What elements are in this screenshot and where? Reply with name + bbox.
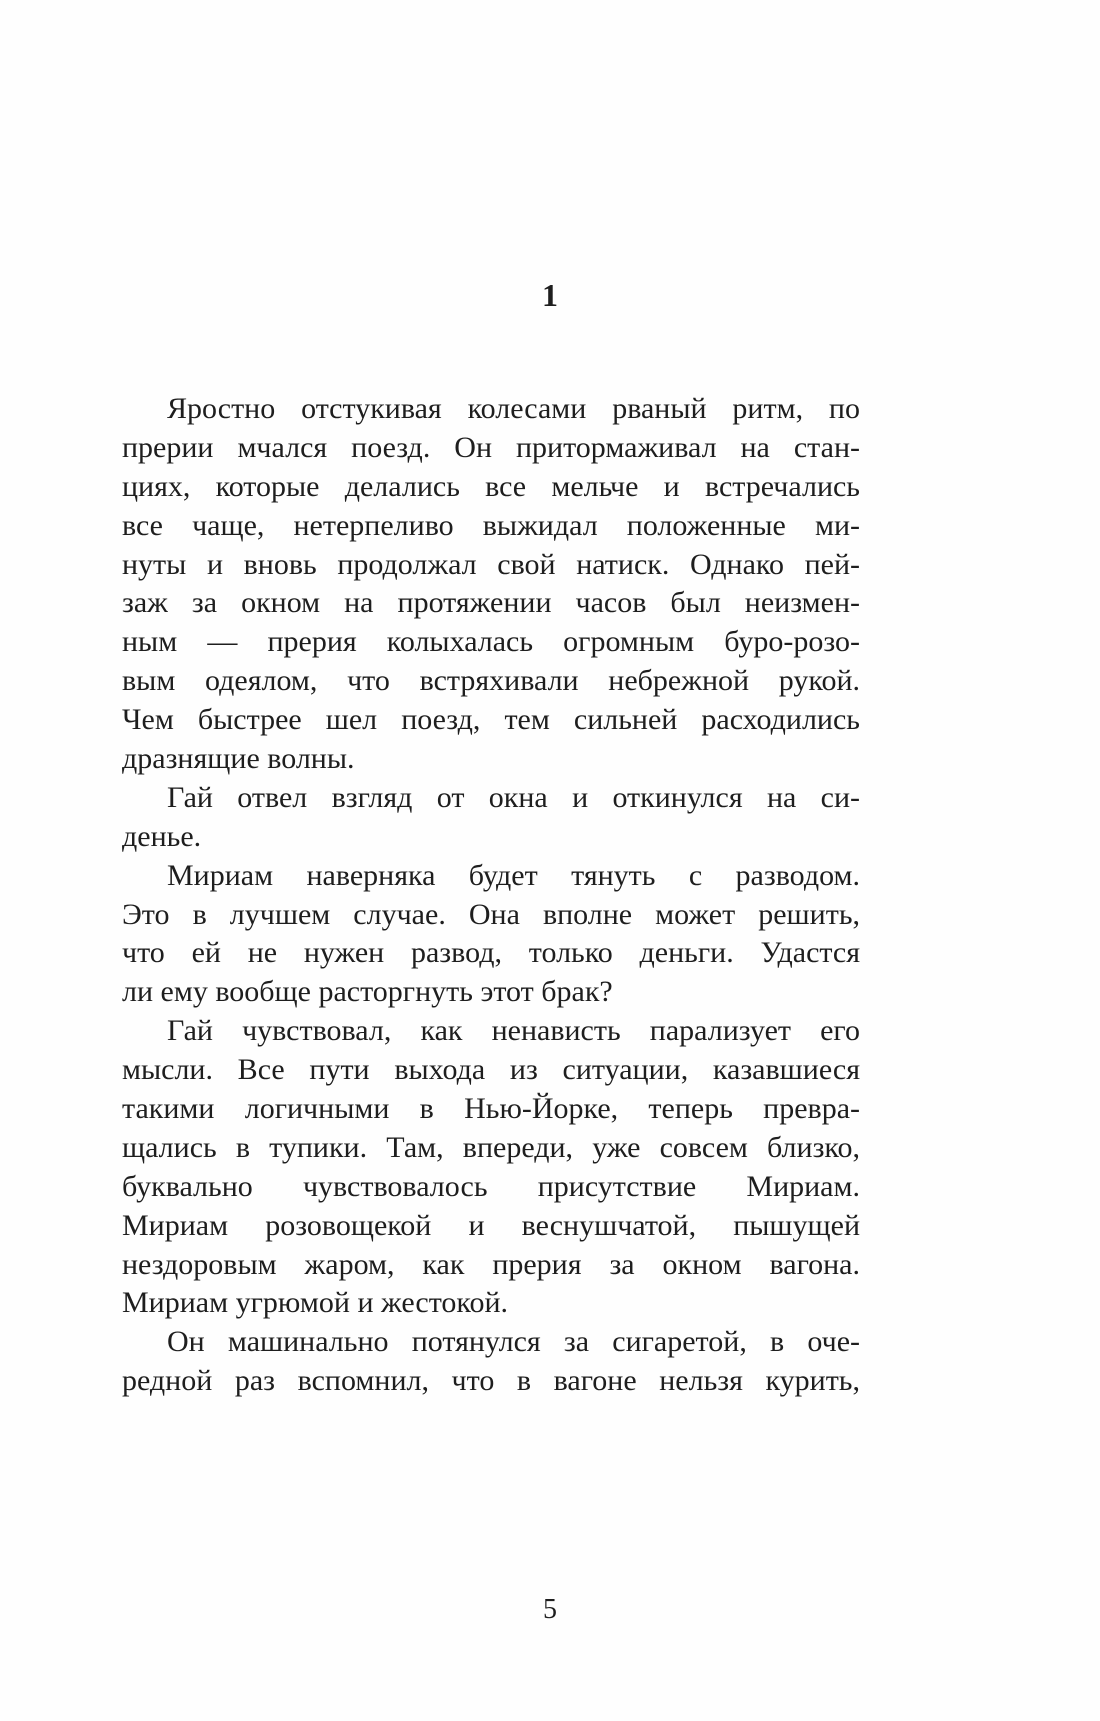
text-line: ли ему вообще расторгнуть этот брак? xyxy=(122,975,613,1009)
text-line: редной раз вспомнил, что в вагоне нельзя курить, xyxy=(122,1364,860,1398)
text-line: Гай отвел взгляд от окна и откинулся на си- xyxy=(167,780,860,814)
text-line: циях, которые делались все мельче и встречались xyxy=(122,469,860,503)
text-line: вым одеялом, что встряхивали небрежной рукой. xyxy=(122,664,860,698)
text-line: Мириам наверняка будет тянуть с разводом. xyxy=(167,858,860,892)
text-line: денье. xyxy=(122,819,202,853)
text-line: Он машинально потянулся за сигаретой, в оче- xyxy=(167,1325,860,1359)
text-line: такими логичными в Нью-Йорке, теперь превра- xyxy=(122,1092,860,1126)
text-line: Гай чувствовал, как ненависть парализует его xyxy=(167,1014,860,1048)
text-line: нуты и вновь продолжал свой натиск. Однако пей- xyxy=(122,547,860,581)
body-text xyxy=(122,390,860,1401)
text-line: ным — прерия колыхалась огромным буро-розо- xyxy=(122,625,860,659)
page-number: 5 xyxy=(543,1594,557,1625)
text-line: Это в лучшем случае. Она вполне может решить, xyxy=(122,897,860,931)
text-line: мысли. Все пути выхода из ситуации, казавшиеся xyxy=(122,1053,860,1087)
chapter-number: 1 xyxy=(542,277,558,313)
text-line: нездоровым жаром, как прерия за окном вагона. xyxy=(122,1247,860,1281)
paragraph xyxy=(122,857,860,1013)
text-line: Мириам розовощекой и веснушчатой, пышущей xyxy=(122,1208,860,1242)
text-line: прерии мчался поезд. Он притормаживал на стан- xyxy=(122,430,860,464)
text-line: все чаще, нетерпеливо выжидал положенные ми- xyxy=(122,508,860,542)
text-line: дразнящие волны. xyxy=(122,742,355,776)
text-line: Чем быстрее шел поезд, тем сильней расходились xyxy=(122,703,860,737)
paragraph xyxy=(122,1323,860,1401)
paragraph xyxy=(122,779,860,857)
text-line: Яростно отстукивая колесами рваный ритм, по xyxy=(167,392,860,425)
text-line: Мириам угрюмой и жестокой. xyxy=(122,1286,509,1320)
text-line: буквально чувствовалось присутствие Мириам. xyxy=(122,1169,860,1203)
text-line: что ей не нужен развод, только деньги. Удастся xyxy=(122,936,860,970)
text-line: заж за окном на протяжении часов был неизмен- xyxy=(122,586,860,620)
text-line: щались в тупики. Там, впереди, уже совсем близко, xyxy=(122,1130,860,1164)
paragraph xyxy=(122,390,860,779)
paragraph xyxy=(122,1012,860,1323)
